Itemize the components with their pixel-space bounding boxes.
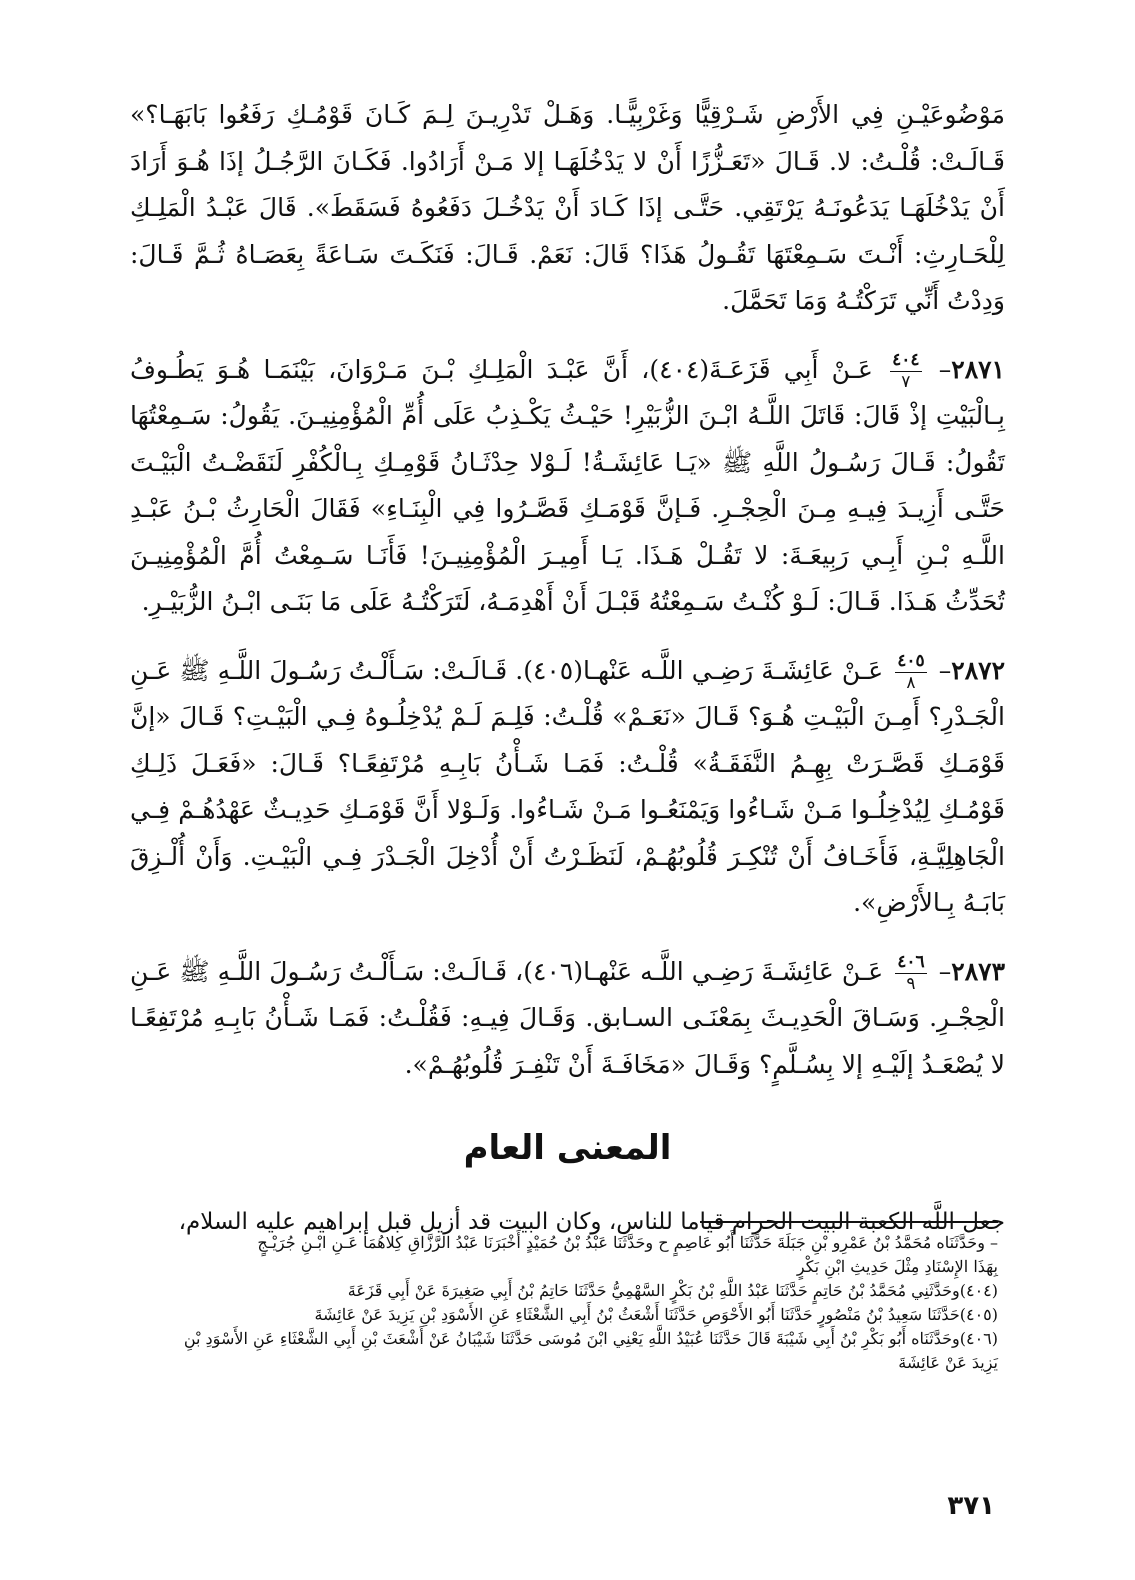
footnote-divider [700, 1221, 998, 1223]
footnote-405: (٤٠٥)حَدَّثَنَا سَعِيدُ بْنُ مَنْصُورٍ حَدَّثَنَا أَبُو الأَحْوَصِ حَدَّثَنَا أَشْعَثُ بْنُ أَبِي الشَّعْثَاءِ عَنِ الأَسْوَدِ بْنِ يَزِيدَ عَنْ عَائِشَةَ [314, 1305, 998, 1324]
dash: – [938, 655, 952, 685]
footnote-continued-line-2: بِهَذَا الإِسْنَادِ مِثْلَ حَدِيثِ ابْنِ بَكْرٍ [796, 1257, 998, 1276]
footnote-406: (٤٠٦)وحَدَّثَنَاه أَبُو بَكْرِ بْنُ أَبِي شَيْبَةَ قَالَ حَدَّثَنَا عُبَيْدُ اللَّهِ يَعْنِي ابْنَ مُوسَى حَدَّثَنَا شَيْبَانُ عَنْ أَشْعَثَ بْنِ أَبِي الشَّعْثَاءِ عَنِ الأَسْوَدِ بْنِ [183, 1329, 998, 1348]
hadith-2872 [130, 648, 1005, 927]
fraction-numerator: ٤٠٤ [892, 349, 920, 370]
hadith-text: عَـنْ عَائِشَـةَ رَضِـي اللَّـه عَنْهـا(٤٠٥). قَـالَـتْ: سَـأَلْـتُ رَسُـولَ اللَّـهِ ﷺ عَـنِ الْجَـدْرِ؟ أَمِـنَ الْبَيْـتِ هُـوَ؟ قَـالَ «نَعَـمْ» قُلْـتُ: فَلِـمَ لَـمْ يُدْخِلُـوهُ فِـي الْبَيْـتِ؟ قَـالَ «إنَّ قَوْمَـكِ قَصَّـرَتْ بِهِـمُ النَّفَقَـةُ» قُلْـتُ: فَمَـا شَـأْنُ بَابِـهِ مُرْتَفِعًـا؟ قَـالَ: «فَعَـلَ ذَلِـكِ قَوْمُـكِ لِيُدْخِلُـوا مَـنْ شَـاءُوا وَيَمْنَعُـوا مَـنْ شَـاءُوا. وَلَـوْلا أَنَّ قَوْمَـكِ حَدِيـثٌ عَهْدُهُـمْ فِـي الْجَاهِلِيَّـةِ، فَأَخَـافُ أَنْ تُنْكِـرَ قُلُوبُهُـمْ، لَنَظَـرْتُ أَنْ أُدْخِلَ الْجَـدْرَ فِـي الْبَيْـتِ. وَأَنْ أُلْـزِقَ بَابَـهُ بِـالأَرْضِ». [130, 655, 1005, 917]
fraction-denominator: ٧ [901, 371, 911, 392]
fraction-numerator: ٤٠٥ [897, 650, 925, 671]
hadith-text: عَـنْ أَبِي قَزَعَـةَ(٤٠٤)، أَنَّ عَبْـدَ الْمَلِـكِ بْـنَ مَـرْوَانَ، بَيْنَمَـا هُـوَ يَطُـوفُ بِـالْبَيْتِ إذْ قَالَ: قَاتَلَ اللَّـهُ ابْـنَ الزُّبَيْرِ! حَيْـثُ يَكْـذِبُ عَلَى أُمِّ الْمُؤْمِنِيـنَ. يَقُولُ: سَـمِعْتُهَا تَقُولُ: قَـالَ رَسُـولُ اللَّهِ ﷺ «يَـا عَائِشَـةُ! لَـوْلا حِدْثَـانُ قَوْمِـكِ بِـالْكُفْرِ لَنَقَضْـتُ الْبَيْـتَ حَتَّـى أَزِيـدَ فِيـهِ مِـنَ الْحِجْـرِ. فَـإنَّ قَوْمَـكِ قَصَّـرُوا فِي الْبِنَـاءِ» فَقَالَ الْحَارِثُ بْـنُ عَبْـدِ اللَّـهِ بْـنِ أَبِـي رَبِيعَـةَ: لا تَقُـلْ هَـذَا. يَـا أَمِيـرَ الْمُؤْمِنِيـنَ! فَأَنَـا سَـمِعْتُ أُمَّ الْمُؤْمِنِيـنَ تُحَدِّثُ هَـذَا. قَـالَ: لَـوْ كُنْـتُ سَـمِعْتُهُ قَبْـلَ أَنْ أَهْدِمَـهُ، لَتَرَكْتُـهُ عَلَى مَا بَنَـى ابْـنُ الزُّبَيْـرِ. [130, 354, 1005, 616]
fraction-denominator: ٨ [906, 672, 916, 693]
hadith-2871 [130, 347, 1005, 626]
hadith-fraction-reference [895, 951, 926, 994]
footnote-406-continued: يَزِيدَ عَنْ عَائِشَةَ [898, 1353, 998, 1372]
footnotes [132, 1232, 998, 1376]
dash: – [938, 354, 952, 384]
hadith-2873 [130, 949, 1005, 1089]
section-first-line: جعل اللَّه الكعبة البيت الحرام قياما للناس، وكان البيت قد أزيل قبل إبراهيم عليه السلام، [178, 1209, 1005, 1235]
hadith-number: ٢٨٧١ [951, 354, 1005, 384]
hadith-text: عَـنْ عَائِشَـةَ رَضِـي اللَّـه عَنْهـا(٤٠٦)، قَـالَـتْ: سَـأَلْـتُ رَسُـولَ اللَّـهِ ﷺ عَـنِ الْحِجْـرِ. وَسَـاقَ الْحَدِيـثَ بِمَعْنَـى السـابق. وَقَـالَ فِيـهِ: فَقُلْـتُ: فَمَـا شَـأْنُ بَابِـهِ مُرْتَفِعًـا لا يُصْعَـدُ إلَيْـهِ إلا بِسُـلَّمٍ؟ وَقَـالَ «مَخَافَـةَ أَنْ تَنْفِـرَ قُلُوبُهُـمْ». [130, 956, 1005, 1079]
hadith-fraction-reference [890, 349, 921, 392]
dash: – [938, 956, 952, 986]
hadith-number: ٢٨٧٢ [951, 655, 1005, 685]
footnote-404: (٤٠٤)وحَدَّثَنِي مُحَمَّدُ بْنُ حَاتِمٍ حَدَّثَنَا عَبْدُ اللَّهِ بْنُ بَكْرٍ السَّهْمِيُّ حَدَّثَنَا حَاتِمُ بْنُ أَبِي صَغِيرَةَ عَنْ أَبِي قَزَعَةَ [347, 1281, 998, 1300]
section-heading: المعنى العام [463, 1128, 672, 1168]
fraction-denominator: ٩ [906, 973, 916, 994]
hadith-fraction-reference [895, 650, 926, 693]
paragraph-continuation: مَوْضُوعَيْـنِ فِي الأَرْضِ شَـرْقِيًّا وَغَرْبِيًّـا. وَهَـلْ تَدْرِيـنَ لِـمَ كَـانَ قَوْمُـكِ رَفَعُوا بَابَهَـا؟» قَـالَـتْ: قُلْـتُ: لا. قَـالَ «تَعَـزُّزًا أَنْ لا يَدْخُلَهَـا إلا مَـنْ أَرَادُوا. فَكَـانَ الرَّجُـلُ إذَا هُـوَ أَرَادَ أَنْ يَدْخُلَهَـا يَدَعُونَـهُ يَرْتَقِي. حَتَّـى إذَا كَـادَ أَنْ يَدْخُـلَ دَفَعُوهُ فَسَقَطَ». قَالَ عَبْـدُ الْمَلِـكِ لِلْحَـارِثِ: أَنْـتَ سَـمِعْتَهَا تَقُـولُ هَذَا؟ قَالَ: نَعَمْ. قَـالَ: فَنَكَـتَ سَـاعَةً بِعَصَـاهُ ثُـمَّ قَـالَ: وَدِدْتُ أَنِّي تَرَكْتُـهُ وَمَا تَحَمَّلَ. [130, 100, 1005, 315]
footnote-continued: – وحَدَّثَنَاه مُحَمَّدُ بْنُ عَمْرِو بْنِ جَبَلَةَ حَدَّثَنَا أَبُو عَاصِمٍ ح وحَدَّثَنَا عَبْدُ بْنُ حُمَيْدٍ أَخْبَرَنَا عَبْدُ الرَّزَّاقِ كِلاهُمَا عَـنِ ابْـنِ جُرَيْـجٍ [257, 1233, 998, 1252]
hadith-number: ٢٨٧٣ [951, 956, 1005, 986]
fraction-numerator: ٤٠٦ [897, 951, 925, 972]
page-number: ٣٧١ [947, 1491, 995, 1521]
